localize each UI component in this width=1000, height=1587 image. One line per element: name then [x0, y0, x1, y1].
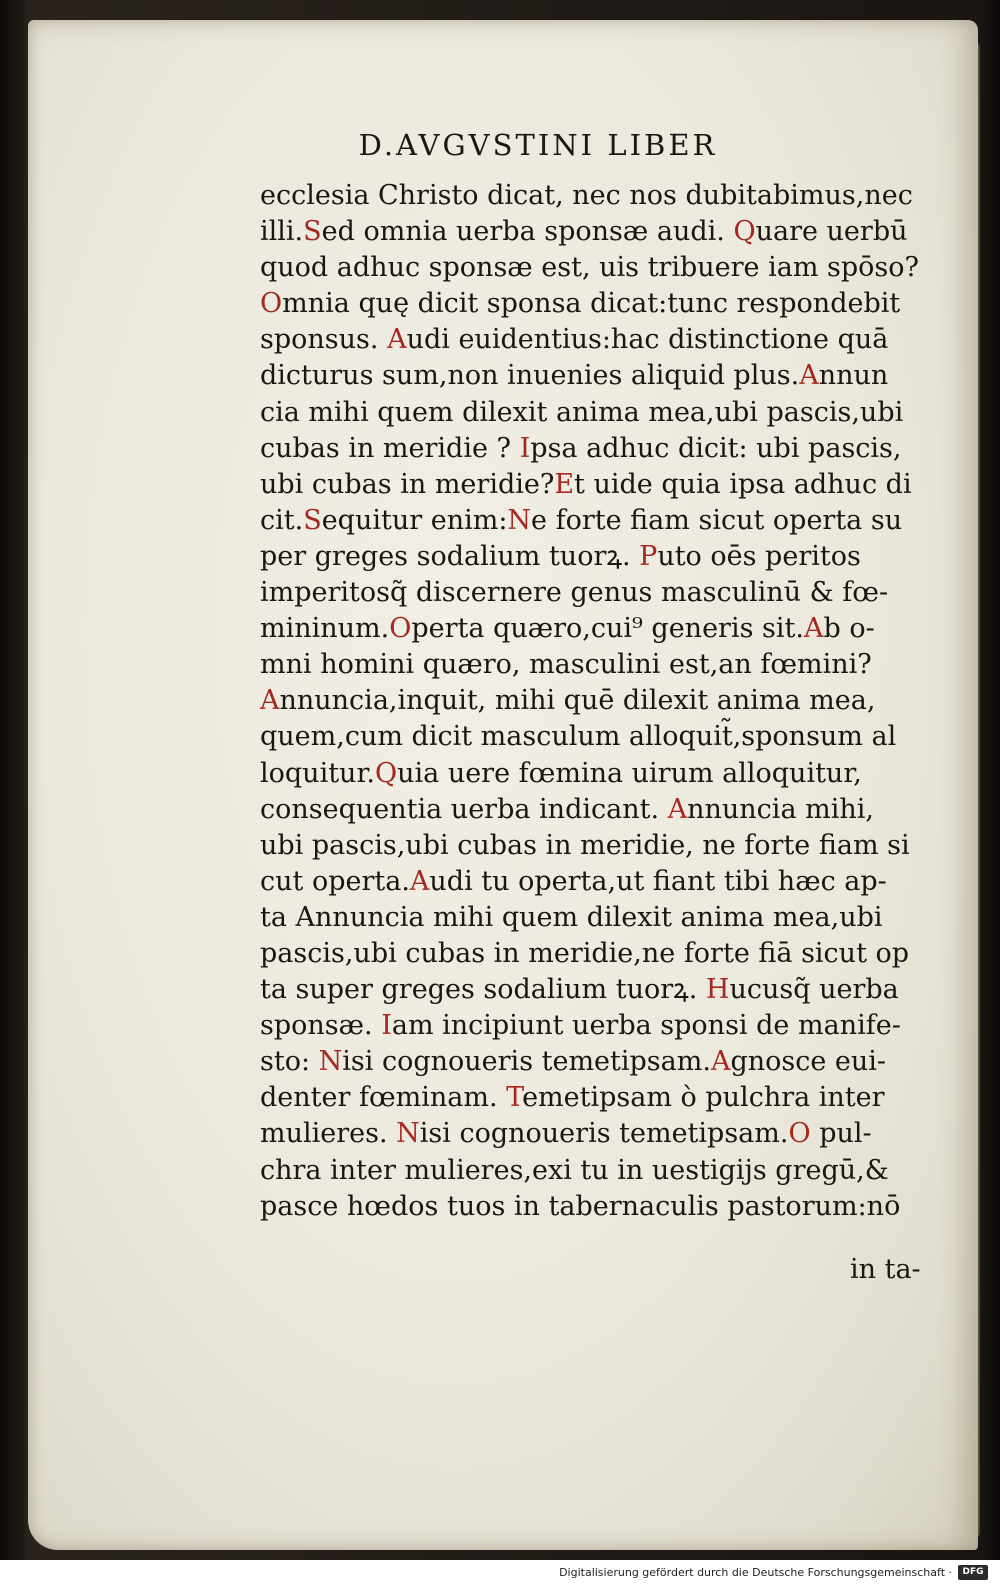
text-line: mininum.Operta quæro,cui⁹ generis sit.Ab o-: [260, 613, 875, 645]
rubric-initial: I: [519, 432, 531, 464]
rubric-initial: A: [409, 865, 430, 897]
rubric-initial: O: [389, 613, 412, 645]
rubric-initial: N: [396, 1118, 420, 1150]
text-line: loquitur.Quia uere fœmina uirum alloquitur,: [260, 757, 862, 789]
text-line: ta Annuncia mihi quem dilexit anima mea,ubi: [260, 901, 883, 933]
text-line: ecclesia Christo dicat, nec nos dubitabimus,nec: [260, 180, 913, 211]
text-line: quem,cum dicit masculum alloquit̃,sponsum al: [260, 721, 897, 753]
footer-credit: Digitalisierung gefördert durch die Deutsche Forschungsgemeinschaft ·: [559, 1566, 952, 1579]
text-line: Omnia quę dicit sponsa dicat:tunc respondebit: [260, 288, 901, 320]
text-line: ubi cubas in meridie?Et uide quia ipsa adhuc di: [260, 468, 912, 500]
rubric-initial: A: [667, 793, 688, 825]
rubric-initial: N: [507, 504, 532, 536]
rubric-initial: P: [639, 540, 658, 572]
text-line: cit.Sequitur enim:Ne forte fiam sicut operta su: [260, 504, 903, 536]
text-line: cia mihi quem dilexit anima mea,ubi pascis,ubi: [260, 396, 904, 428]
text-line: ta super greges sodalium tuorꝝ. Hucusq̃ uerba: [260, 974, 899, 1006]
text-line: ubi pascis,ubi cubas in meridie, ne forte fiam si: [260, 829, 910, 861]
text-line: per greges sodalium tuorꝝ. Puto oēs peritos: [260, 540, 861, 572]
text-line: pasce hœdos tuos in tabernaculis pastorum:nō: [260, 1190, 901, 1222]
rubric-initial: A: [260, 685, 280, 717]
text-line: illi.Sed omnia uerba sponsæ audi. Quare uerbū: [260, 216, 908, 248]
text-line: sponsæ. Iam incipiunt uerba sponsi de manife-: [260, 1010, 901, 1042]
text-line: consequentia uerba indicant. Annuncia mihi,: [260, 793, 874, 825]
rubric-initial: O: [788, 1118, 811, 1150]
text-line: sto: Nisi cognoueris temetipsam.Agnosce eui-: [260, 1046, 887, 1078]
text-line: pascis,ubi cubas in meridie,ne forte fiā sicut op: [260, 937, 910, 969]
rubric-initial: A: [803, 613, 824, 645]
rubric-initial: S: [303, 504, 322, 536]
rubric-initial: A: [387, 324, 407, 356]
text-line: mulieres. Nisi cognoueris temetipsam.O pul-: [260, 1118, 872, 1150]
rubric-initial: O: [260, 288, 283, 320]
text-line: cut operta.Audi tu operta,ut fiant tibi hæc ap-: [260, 865, 887, 897]
text-line: denter fœminam. Temetipsam ò pulchra inter: [260, 1082, 885, 1114]
text-line: chra inter mulieres,exi tu in uestigijs gregū,&: [260, 1154, 889, 1186]
rubric-initial: T: [506, 1082, 523, 1114]
book-page: [28, 20, 978, 1550]
text-block: [260, 178, 950, 1225]
running-header-text: D.AVGVSTINI LIBER: [358, 128, 718, 162]
rubric-initial: N: [318, 1046, 343, 1078]
rubric-initial: S: [303, 216, 322, 248]
text-line: Annuncia,inquit, mihi quē dilexit anima mea,: [260, 685, 876, 717]
text-line: cubas in meridie ? Ipsa adhuc dicit: ubi pascis,: [260, 432, 902, 464]
text-line: mni homini quæro, masculini est,an fœmini?: [260, 649, 872, 681]
rubric-initial: H: [705, 974, 730, 1006]
text-line: dicturus sum,non inuenies aliquid plus.Annun: [260, 360, 889, 392]
text-line: imperitosq̃ discernere genus masculinū & fœ-: [260, 577, 889, 609]
rubric-initial: A: [799, 360, 819, 392]
text-line: sponsus. Audi euidentius:hac distinctione quā: [260, 324, 889, 356]
rubric-initial: Q: [733, 216, 756, 248]
rubric-initial: A: [710, 1046, 731, 1078]
rubric-initial: Q: [374, 757, 398, 789]
dfg-logo-icon: DFG: [958, 1565, 988, 1580]
text-line: quod adhuc sponsæ est, uis tribuere iam spōso?: [260, 252, 919, 284]
catchword: in ta-: [850, 1254, 921, 1285]
rubric-initial: I: [381, 1010, 392, 1042]
running-header: [28, 128, 978, 162]
rubric-initial: E: [554, 468, 575, 500]
